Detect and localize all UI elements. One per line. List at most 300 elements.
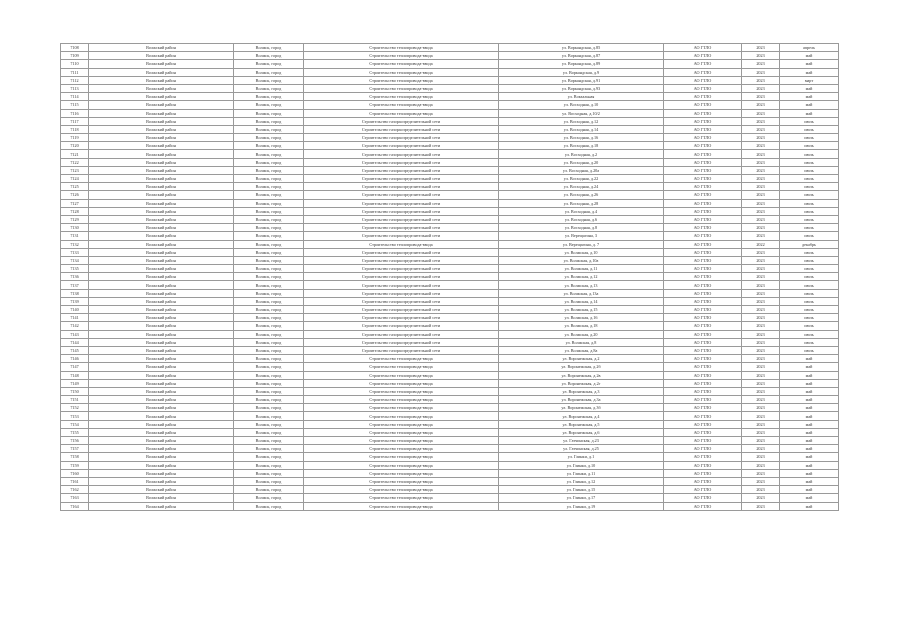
district-cell: Волжский район [89,175,234,183]
organization-cell: АО ГТЛО [664,101,742,109]
table-row [61,363,839,371]
address-cell: ул. Волжская, д.10 [499,248,664,256]
city-cell: Волжск, город [234,68,304,76]
organization-cell: АО ГТЛО [664,224,742,232]
city-cell: Волжск, город [234,412,304,420]
address-cell: ул. Верещагина, д. 7 [499,240,664,248]
address-cell: ул. Воркандская, д.85 [499,44,664,52]
city-cell: Волжск, город [234,240,304,248]
row-number-cell: 7126 [61,191,89,199]
row-number-cell: 7164 [61,502,89,510]
table-row [61,281,839,289]
work-type-cell: Строительство теплопровода-ввода [304,477,499,485]
year-cell: 2023 [742,289,780,297]
table-row [61,84,839,92]
row-number-cell: 7154 [61,420,89,428]
district-cell: Волжский район [89,166,234,174]
month-cell: март [780,76,839,84]
table-row [61,158,839,166]
row-number-cell: 7142 [61,322,89,330]
organization-cell: АО ГТЛО [664,469,742,477]
row-number-cell: 7110 [61,60,89,68]
row-number-cell: 7145 [61,346,89,354]
row-number-cell: 7157 [61,445,89,453]
year-cell: 2023 [742,84,780,92]
district-cell: Волжский район [89,76,234,84]
city-cell: Волжск, город [234,117,304,125]
year-cell: 2023 [742,314,780,322]
organization-cell: АО ГТЛО [664,445,742,453]
city-cell: Волжск, город [234,420,304,428]
organization-cell: АО ГТЛО [664,379,742,387]
month-cell: май [780,469,839,477]
city-cell: Волжск, город [234,404,304,412]
year-cell: 2023 [742,412,780,420]
organization-cell: АО ГТЛО [664,486,742,494]
table-row [61,273,839,281]
city-cell: Волжск, город [234,109,304,117]
organization-cell: АО ГТЛО [664,150,742,158]
row-number-cell: 7120 [61,142,89,150]
organization-cell: АО ГТЛО [664,256,742,264]
table-row [61,379,839,387]
table-row [61,314,839,322]
organization-cell: АО ГТЛО [664,240,742,248]
month-cell: июль [780,314,839,322]
month-cell: июль [780,322,839,330]
table-row [61,355,839,363]
organization-cell: АО ГТЛО [664,322,742,330]
table-row [61,175,839,183]
work-type-cell: Строительство теплопровода-ввода [304,379,499,387]
month-cell: июль [780,265,839,273]
city-cell: Волжск, город [234,60,304,68]
organization-cell: АО ГТЛО [664,428,742,436]
year-cell: 2023 [742,330,780,338]
work-type-cell: Строительство газораспределительной сети [304,265,499,273]
year-cell: 2023 [742,150,780,158]
address-cell: ул. Воронежская, д.6 [499,428,664,436]
organization-cell: АО ГТЛО [664,60,742,68]
organization-cell: АО ГТЛО [664,289,742,297]
city-cell: Волжск, город [234,461,304,469]
work-type-cell: Строительство теплопровода-ввода [304,76,499,84]
work-type-cell: Строительство теплопровода-ввода [304,486,499,494]
work-type-cell: Строительство теплопровода-ввода [304,109,499,117]
table-row [61,256,839,264]
year-cell: 2023 [742,306,780,314]
month-cell: май [780,101,839,109]
organization-cell: АО ГТЛО [664,125,742,133]
district-cell: Волжский район [89,134,234,142]
month-cell: июль [780,158,839,166]
organization-cell: АО ГТЛО [664,166,742,174]
table-row [61,183,839,191]
address-cell: ул. Воркандская, д.87 [499,52,664,60]
city-cell: Волжск, город [234,191,304,199]
year-cell: 2023 [742,256,780,264]
work-type-cell: Строительство теплопровода-ввода [304,437,499,445]
organization-cell: АО ГТЛО [664,248,742,256]
table-row [61,297,839,305]
month-cell: май [780,420,839,428]
table-row [61,44,839,52]
organization-cell: АО ГТЛО [664,93,742,101]
city-cell: Волжск, город [234,355,304,363]
city-cell: Волжск, город [234,477,304,485]
year-cell: 2023 [742,215,780,223]
work-type-cell: Строительство газораспределительной сети [304,125,499,133]
district-cell: Волжский район [89,387,234,395]
row-number-cell: 7151 [61,396,89,404]
city-cell: Волжск, город [234,224,304,232]
year-cell: 2022 [742,240,780,248]
table-row [61,502,839,510]
row-number-cell: 7147 [61,363,89,371]
work-type-cell: Строительство газораспределительной сети [304,289,499,297]
row-number-cell: 7133 [61,248,89,256]
address-cell: ул. Воркандская, д.9 [499,68,664,76]
address-cell: ул. Восходная, д.2 [499,150,664,158]
address-cell: ул. Восходная, д.10/2 [499,109,664,117]
address-cell: ул. Восходная, д.12 [499,117,664,125]
month-cell: июль [780,215,839,223]
district-cell: Волжский район [89,93,234,101]
district-cell: Волжский район [89,346,234,354]
address-cell: ул. Восходная, д.16 [499,134,664,142]
table-row [61,60,839,68]
district-cell: Волжский район [89,404,234,412]
organization-cell: АО ГТЛО [664,502,742,510]
address-cell: ул. Восходная, д.20 [499,158,664,166]
work-type-cell: Строительство газораспределительной сети [304,175,499,183]
work-type-cell: Строительство газораспределительной сети [304,142,499,150]
row-number-cell: 7152 [61,404,89,412]
city-cell: Волжск, город [234,428,304,436]
month-cell: июль [780,256,839,264]
work-type-cell: Строительство теплопровода-ввода [304,420,499,428]
row-number-cell: 7111 [61,68,89,76]
district-cell: Волжский район [89,240,234,248]
district-cell: Волжский район [89,363,234,371]
district-cell: Волжский район [89,445,234,453]
year-cell: 2023 [742,207,780,215]
table-row [61,289,839,297]
year-cell: 2023 [742,297,780,305]
address-cell: ул. Волжская, д.8а [499,346,664,354]
month-cell: июль [780,306,839,314]
month-cell: май [780,494,839,502]
city-cell: Волжск, город [234,330,304,338]
table-row [61,387,839,395]
month-cell: май [780,453,839,461]
city-cell: Волжск, город [234,52,304,60]
month-cell: май [780,396,839,404]
address-cell: ул. Волжская, д.11 [499,265,664,273]
row-number-cell: 7117 [61,117,89,125]
district-cell: Волжский район [89,461,234,469]
work-type-cell: Строительство теплопровода-ввода [304,387,499,395]
address-cell: ул. Глинки, д.1 [499,453,664,461]
row-number-cell: 7124 [61,175,89,183]
table-row [61,453,839,461]
address-cell: ул. Воронежская, д.2 [499,355,664,363]
work-type-cell: Строительство теплопровода-ввода [304,445,499,453]
month-cell: июль [780,183,839,191]
district-cell: Волжский район [89,306,234,314]
month-cell: декабрь [780,240,839,248]
table-body [61,44,839,511]
row-number-cell: 7158 [61,453,89,461]
organization-cell: АО ГТЛО [664,461,742,469]
work-type-cell: Строительство теплопровода-ввода [304,52,499,60]
organization-cell: АО ГТЛО [664,281,742,289]
district-cell: Волжский район [89,453,234,461]
city-cell: Волжск, город [234,199,304,207]
organization-cell: АО ГТЛО [664,142,742,150]
year-cell: 2023 [742,248,780,256]
row-number-cell: 7140 [61,306,89,314]
city-cell: Волжск, город [234,346,304,354]
row-number-cell: 7150 [61,387,89,395]
address-cell: ул. Волжская, д.15 [499,306,664,314]
year-cell: 2023 [742,404,780,412]
row-number-cell: 7143 [61,330,89,338]
table-row [61,125,839,133]
month-cell: июль [780,281,839,289]
year-cell: 2023 [742,445,780,453]
year-cell: 2023 [742,224,780,232]
organization-cell: АО ГТЛО [664,265,742,273]
address-cell: ул. Вокзальная [499,93,664,101]
work-type-cell: Строительство газораспределительной сети [304,330,499,338]
table-row [61,428,839,436]
city-cell: Волжск, город [234,125,304,133]
row-number-cell: 7161 [61,477,89,485]
city-cell: Волжск, город [234,93,304,101]
month-cell: май [780,437,839,445]
month-cell: июль [780,134,839,142]
work-type-cell: Строительство теплопровода-ввода [304,363,499,371]
row-number-cell: 7114 [61,93,89,101]
address-cell: ул. Глинки, д.17 [499,494,664,502]
city-cell: Волжск, город [234,306,304,314]
row-number-cell: 7144 [61,338,89,346]
year-cell: 2023 [742,346,780,354]
table-row [61,215,839,223]
address-cell: ул. Воронежская, д.5 [499,420,664,428]
district-cell: Волжский район [89,330,234,338]
row-number-cell: 7137 [61,281,89,289]
district-cell: Волжский район [89,125,234,133]
organization-cell: АО ГТЛО [664,109,742,117]
organization-cell: АО ГТЛО [664,330,742,338]
year-cell: 2023 [742,142,780,150]
city-cell: Волжск, город [234,84,304,92]
address-cell: ул. Воронежская, д.3б [499,404,664,412]
row-number-cell: 7138 [61,289,89,297]
row-number-cell: 7146 [61,355,89,363]
city-cell: Волжск, город [234,371,304,379]
organization-cell: АО ГТЛО [664,314,742,322]
organization-cell: АО ГТЛО [664,191,742,199]
organization-cell: АО ГТЛО [664,477,742,485]
row-number-cell: 7149 [61,379,89,387]
district-cell: Волжский район [89,68,234,76]
work-type-cell: Строительство теплопровода-ввода [304,101,499,109]
table-row [61,142,839,150]
district-cell: Волжский район [89,412,234,420]
row-number-cell: 7159 [61,461,89,469]
address-cell: ул. Восходная, д.20а [499,166,664,174]
year-cell: 2023 [742,494,780,502]
work-type-cell: Строительство теплопровода-ввода [304,502,499,510]
month-cell: май [780,371,839,379]
work-type-cell: Строительство теплопровода-ввода [304,44,499,52]
month-cell: июль [780,289,839,297]
year-cell: 2023 [742,273,780,281]
table-row [61,420,839,428]
work-type-cell: Строительство газораспределительной сети [304,215,499,223]
year-cell: 2023 [742,477,780,485]
organization-cell: АО ГТЛО [664,437,742,445]
month-cell: май [780,52,839,60]
work-type-cell: Строительство теплопровода-ввода [304,461,499,469]
city-cell: Волжск, город [234,215,304,223]
month-cell: май [780,387,839,395]
table-row [61,68,839,76]
month-cell: июль [780,191,839,199]
table-row [61,371,839,379]
table-row [61,224,839,232]
year-cell: 2023 [742,428,780,436]
table-row [61,117,839,125]
month-cell: май [780,502,839,510]
work-type-cell: Строительство теплопровода-ввода [304,396,499,404]
work-type-cell: Строительство теплопровода-ввода [304,412,499,420]
district-cell: Волжский район [89,248,234,256]
year-cell: 2023 [742,183,780,191]
district-cell: Волжский район [89,281,234,289]
work-type-cell: Строительство теплопровода-ввода [304,469,499,477]
work-type-cell: Строительство газораспределительной сети [304,322,499,330]
table-row [61,265,839,273]
address-cell: ул. Воркандская, д.91 [499,76,664,84]
organization-cell: АО ГТЛО [664,306,742,314]
month-cell: май [780,363,839,371]
row-number-cell: 7112 [61,76,89,84]
address-cell: ул. Волжская, д.8 [499,338,664,346]
district-cell: Волжский район [89,502,234,510]
address-cell: ул. Волжская, д.13 [499,281,664,289]
district-cell: Волжский район [89,338,234,346]
row-number-cell: 7123 [61,166,89,174]
month-cell: май [780,486,839,494]
month-cell: июль [780,207,839,215]
year-cell: 2023 [742,355,780,363]
address-cell: ул. Восходная, д.26 [499,191,664,199]
year-cell: 2023 [742,453,780,461]
district-cell: Волжский район [89,289,234,297]
address-cell: ул. Восходная, д.6 [499,215,664,223]
row-number-cell: 7130 [61,224,89,232]
city-cell: Волжск, город [234,502,304,510]
address-cell: ул. Восходная, д.28 [499,199,664,207]
city-cell: Волжск, город [234,494,304,502]
city-cell: Волжск, город [234,289,304,297]
organization-cell: АО ГТЛО [664,215,742,223]
work-type-cell: Строительство теплопровода-ввода [304,494,499,502]
city-cell: Волжск, город [234,297,304,305]
row-number-cell: 7156 [61,437,89,445]
district-cell: Волжский район [89,109,234,117]
city-cell: Волжск, город [234,314,304,322]
row-number-cell: 7115 [61,101,89,109]
year-cell: 2023 [742,175,780,183]
work-type-cell: Строительство газораспределительной сети [304,158,499,166]
district-cell: Волжский район [89,322,234,330]
organization-cell: АО ГТЛО [664,404,742,412]
address-cell: ул. Воронежская, д.3 [499,387,664,395]
district-cell: Волжский район [89,256,234,264]
city-cell: Волжск, город [234,469,304,477]
year-cell: 2023 [742,363,780,371]
city-cell: Волжск, город [234,453,304,461]
row-number-cell: 7109 [61,52,89,60]
organization-cell: АО ГТЛО [664,494,742,502]
city-cell: Волжск, город [234,256,304,264]
address-cell: ул. Восходная, д.22 [499,175,664,183]
address-cell: ул. Восходная, д.14 [499,125,664,133]
table-row [61,52,839,60]
month-cell: июль [780,273,839,281]
work-type-cell: Строительство теплопровода-ввода [304,355,499,363]
organization-cell: АО ГТЛО [664,158,742,166]
work-type-cell: Строительство газораспределительной сети [304,281,499,289]
year-cell: 2023 [742,76,780,84]
table-row [61,346,839,354]
work-type-cell: Строительство теплопровода-ввода [304,60,499,68]
district-cell: Волжский район [89,314,234,322]
work-type-cell: Строительство газораспределительной сети [304,117,499,125]
city-cell: Волжск, город [234,232,304,240]
work-type-cell: Строительство газораспределительной сети [304,346,499,354]
work-type-cell: Строительство газораспределительной сети [304,248,499,256]
district-cell: Волжский район [89,379,234,387]
city-cell: Волжск, город [234,396,304,404]
year-cell: 2023 [742,125,780,133]
address-cell: ул. Глинки, д.12 [499,477,664,485]
table-row [61,412,839,420]
work-type-cell: Строительство газораспределительной сети [304,338,499,346]
month-cell: май [780,379,839,387]
district-cell: Волжский район [89,371,234,379]
table-row [61,306,839,314]
organization-cell: АО ГТЛО [664,84,742,92]
year-cell: 2023 [742,502,780,510]
organization-cell: АО ГТЛО [664,76,742,84]
month-cell: июль [780,125,839,133]
address-cell: ул. Глинки, д.15 [499,486,664,494]
month-cell: июль [780,117,839,125]
work-type-cell: Строительство теплопровода-ввода [304,84,499,92]
table-row [61,150,839,158]
year-cell: 2023 [742,338,780,346]
month-cell: май [780,445,839,453]
table-row [61,330,839,338]
organization-cell: АО ГТЛО [664,387,742,395]
row-number-cell: 7118 [61,125,89,133]
